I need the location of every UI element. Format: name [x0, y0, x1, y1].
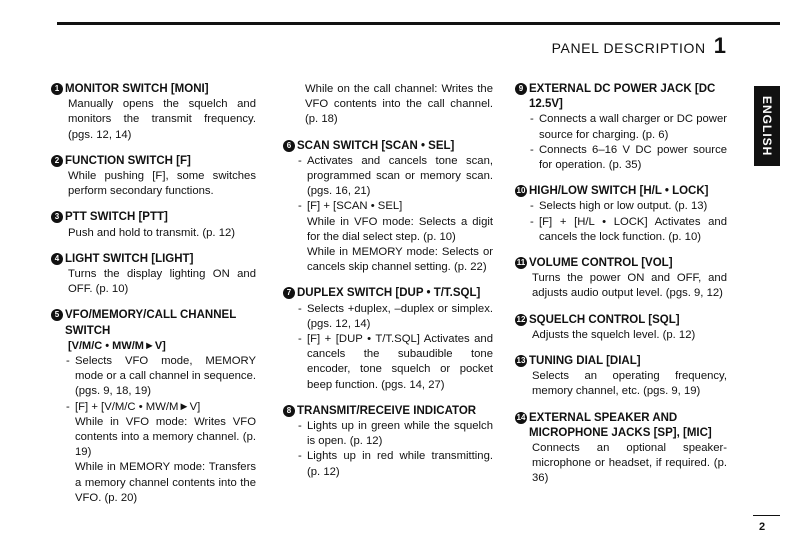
dash-bullet: -	[298, 450, 302, 463]
section-title: TUNING DIAL [DIAL]	[529, 355, 641, 368]
section-tuning-dial	[515, 354, 727, 400]
item-detail: While in VFO mode: Selects a digit for the dial select step. (p. 10)	[307, 215, 493, 243]
footer-rule	[753, 515, 780, 516]
section-ptt-switch	[51, 210, 256, 240]
item-text: [F] + [H/L • LOCK] Activates and cancels the lock function. (p. 10)	[539, 215, 727, 243]
section-heading	[515, 184, 727, 199]
section-heading	[515, 82, 727, 112]
section-text: Turns the display lighting ON and OFF. (p. 10)	[68, 268, 256, 296]
section-text: Adjusts the squelch level. (p. 12)	[532, 328, 696, 341]
section-heading	[515, 256, 727, 271]
dash-bullet: -	[298, 154, 302, 167]
section-title: VOLUME CONTROL [VOL]	[529, 257, 673, 270]
section-function-switch	[51, 154, 256, 200]
item-text: [F] + [SCAN • SEL]	[307, 200, 403, 213]
list-item	[515, 112, 727, 142]
section-subtitle: [V/M/C • MW/M►V]	[68, 339, 166, 352]
number-badge: 5	[51, 309, 63, 321]
item-text: [F] + [DUP • T/T.SQL] Activates and cancels the subaudible tone encoder, tone squelch or pocket beep function. (pgs. 14, 27)	[307, 333, 493, 391]
section-heading	[51, 308, 256, 338]
column-2	[283, 82, 493, 491]
dash-bullet: -	[530, 215, 534, 228]
item-text: Activates and cancels tone scan, programmed scan or memory scan. (pgs. 16, 21)	[307, 154, 493, 198]
section-squelch-control	[515, 313, 727, 343]
dash-bullet: -	[530, 113, 534, 126]
dash-bullet: -	[530, 143, 534, 156]
section-title: EXTERNAL SPEAKER AND MICROPHONE JACKS [SP], [MIC]	[529, 411, 712, 439]
section-text: Push and hold to transmit. (p. 12)	[68, 226, 236, 239]
list-item	[51, 400, 256, 415]
continued-text	[283, 82, 493, 128]
section-scan-switch	[283, 139, 493, 276]
lead-text: While on the call channel: Writes the VFO contents into the call channel. (p. 18)	[305, 83, 493, 126]
list-item	[283, 199, 493, 214]
section-high-low-switch	[515, 184, 727, 245]
list-item	[51, 354, 256, 400]
dash-bullet: -	[530, 200, 534, 213]
section-heading	[515, 354, 727, 369]
section-monitor-switch	[51, 82, 256, 143]
dash-bullet: -	[298, 200, 302, 213]
column-3	[515, 82, 727, 498]
number-badge: 10	[516, 186, 526, 196]
list-item	[515, 199, 727, 214]
item-text: Selects +duplex, –duplex or simplex. (pgs. 12, 14)	[307, 302, 493, 330]
section-heading	[51, 82, 256, 97]
section-heading	[515, 313, 727, 328]
section-title: FUNCTION SWITCH [F]	[65, 154, 191, 167]
number-badge: 11	[516, 258, 526, 268]
dash-bullet: -	[298, 302, 302, 315]
language-tab	[754, 86, 780, 166]
item-detail: While in VFO mode: Writes VFO contents into a memory channel. (p. 19)	[75, 415, 256, 459]
section-text: Selects an operating frequency, memory channel, etc. (pgs. 9, 19)	[532, 370, 727, 398]
section-light-switch	[51, 252, 256, 298]
number-badge: 7	[283, 287, 295, 299]
section-heading	[51, 154, 256, 169]
section-title: PTT SWITCH [PTT]	[65, 211, 168, 224]
section-title: MONITOR SWITCH [MONI]	[65, 83, 209, 95]
section-tx-rx-indicator	[283, 404, 493, 480]
section-heading	[283, 286, 493, 301]
section-title: HIGH/LOW SWITCH [H/L • LOCK]	[529, 185, 709, 198]
list-item	[283, 419, 493, 449]
section-title: DUPLEX SWITCH [DUP • T/T.SQL]	[297, 287, 481, 300]
dash-bullet: -	[66, 355, 70, 368]
section-duplex-switch	[283, 286, 493, 392]
page-number: 2	[759, 521, 766, 533]
dash-bullet: -	[298, 420, 302, 433]
section-dc-power-jack	[515, 82, 727, 173]
language-tab-label: ENGLISH	[760, 95, 774, 157]
list-item	[283, 302, 493, 332]
chapter-number: 1	[713, 33, 726, 58]
item-detail: While in MEMORY mode: Transfers a memory channel contents into the VFO. (p. 20)	[75, 461, 256, 504]
column-1	[51, 82, 256, 517]
section-speaker-mic-jacks	[515, 411, 727, 487]
item-text: Lights up in red while transmitting. (p. 12)	[307, 450, 493, 478]
item-text: [F] + [V/M/C • MW/M►V]	[75, 400, 201, 413]
section-title: SQUELCH CONTROL [SQL]	[529, 313, 680, 326]
number-badge: 13	[516, 356, 526, 366]
page-title: PANEL DESCRIPTION	[551, 40, 706, 56]
section-text: Manually opens the squelch and monitors the transmit frequency. (pgs. 12, 14)	[68, 98, 256, 141]
section-text: Turns the power ON and OFF, and adjusts audio output level. (pgs. 9, 12)	[532, 272, 727, 300]
section-heading	[51, 252, 256, 267]
section-heading	[515, 411, 727, 441]
dash-bullet: -	[66, 400, 70, 413]
section-text: While pushing [F], some switches perform secondary functions.	[68, 170, 256, 198]
number-badge: 1	[51, 83, 63, 95]
section-title: EXTERNAL DC POWER JACK [DC 12.5V]	[529, 83, 716, 111]
number-badge: 8	[283, 405, 295, 417]
number-badge: 4	[51, 253, 63, 265]
list-item	[283, 449, 493, 479]
section-heading	[283, 139, 493, 154]
section-volume-control	[515, 256, 727, 302]
section-text: Connects an optional speaker-microphone or headset, if required. (p. 36)	[532, 442, 727, 485]
section-heading	[51, 210, 256, 225]
page-header	[552, 33, 726, 59]
number-badge: 14	[516, 412, 526, 422]
section-title: LIGHT SWITCH [LIGHT]	[65, 252, 194, 265]
section-vfo-memory-call-switch	[51, 308, 256, 506]
item-text: Lights up in green while the squelch is open. (p. 12)	[307, 420, 493, 448]
top-rule	[57, 22, 780, 25]
list-item	[515, 143, 727, 173]
list-item	[283, 154, 493, 200]
item-text: Connects a wall charger or DC power source for charging. (p. 6)	[539, 113, 727, 141]
item-detail: While in MEMORY mode: Selects or cancels skip channel setting. (p. 22)	[307, 246, 493, 274]
number-badge: 3	[51, 211, 63, 223]
number-badge: 9	[515, 83, 527, 95]
number-badge: 6	[283, 140, 295, 152]
item-text: Selects VFO mode, MEMORY mode or a call channel in sequence. (pgs. 9, 18, 19)	[75, 355, 256, 398]
number-badge: 2	[51, 155, 63, 167]
section-title: TRANSMIT/RECEIVE INDICATOR	[297, 404, 477, 417]
item-text: Connects 6–16 V DC power source for operation. (p. 35)	[539, 143, 727, 172]
section-title: VFO/MEMORY/CALL CHANNEL SWITCH	[65, 309, 237, 337]
dash-bullet: -	[298, 333, 302, 346]
item-text: Selects high or low output. (p. 13)	[539, 200, 708, 213]
list-item	[515, 215, 727, 245]
list-item	[283, 332, 493, 393]
section-title: SCAN SWITCH [SCAN • SEL]	[297, 139, 455, 152]
section-heading	[283, 404, 493, 419]
number-badge: 12	[516, 314, 526, 324]
